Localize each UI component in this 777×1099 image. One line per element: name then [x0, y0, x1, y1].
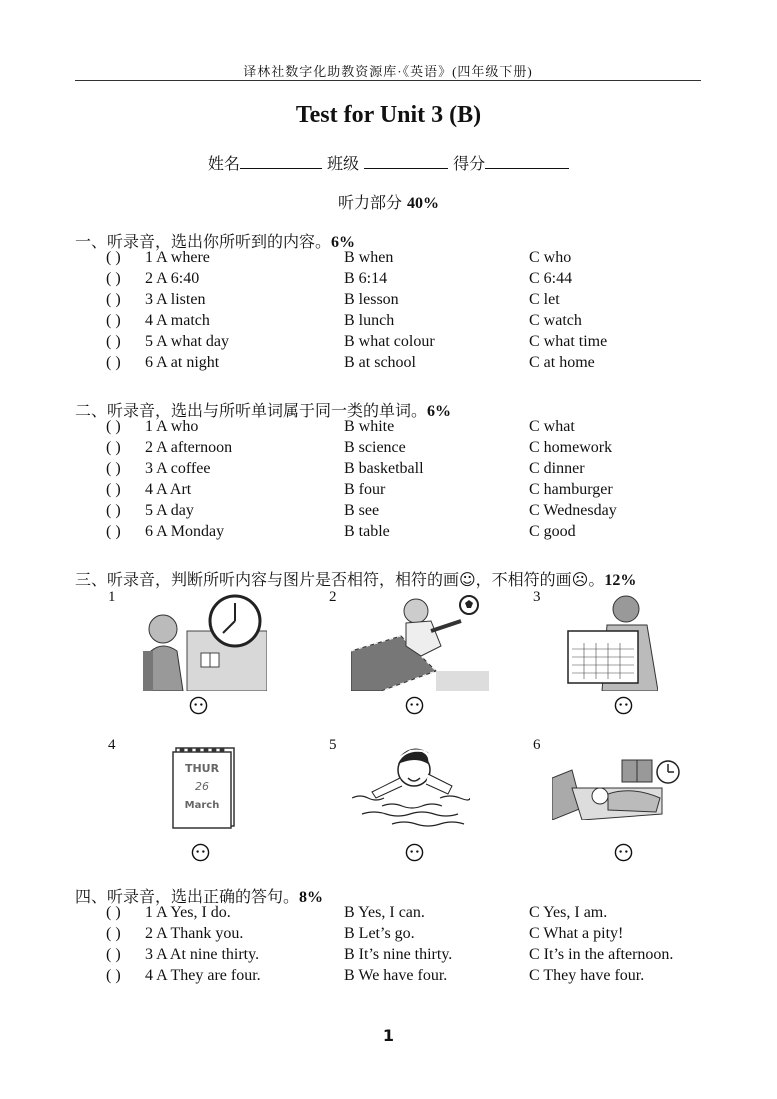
option-b: B table [344, 523, 390, 540]
option-a: 2 A Thank you. [145, 925, 244, 942]
option-c: C They have four. [529, 967, 645, 984]
option-b: B Yes, I can. [344, 904, 425, 921]
answer-face-icon[interactable] [405, 696, 424, 715]
option-c: C what [529, 418, 575, 435]
question-row [0, 523, 777, 544]
answer-paren[interactable]: ( ) [106, 333, 121, 350]
option-a: 4 A Art [145, 481, 192, 498]
question-row [0, 291, 777, 312]
answer-paren[interactable]: ( ) [106, 354, 121, 371]
score-blank[interactable] [485, 154, 569, 169]
section-3-title: 三、听录音，判断所听内容与图片是否相符，相符的画☺，不相符的画☹。12% [75, 570, 637, 589]
calendar-date: 26 [195, 780, 209, 793]
answer-paren[interactable]: ( ) [106, 523, 121, 540]
option-a: 1 A where [145, 249, 210, 266]
option-c: C dinner [529, 460, 585, 477]
boy-clock-picture [143, 591, 267, 691]
answer-face-icon[interactable] [191, 843, 210, 862]
question-row [0, 967, 777, 988]
sleeping-child-picture [552, 758, 685, 820]
option-c: C good [529, 523, 576, 540]
name-label: 姓名 [207, 154, 240, 173]
score-label: 得分 [453, 154, 486, 173]
boy-football-picture [351, 591, 489, 691]
answer-paren[interactable]: ( ) [106, 967, 121, 984]
picture-number: 6 [533, 737, 541, 753]
option-a: 2 A afternoon [145, 439, 233, 456]
option-a: 3 A coffee [145, 460, 211, 477]
calendar-picture [170, 742, 238, 830]
question-row [0, 925, 777, 946]
option-c: C Wednesday [529, 502, 617, 519]
picture-number: 1 [108, 589, 116, 605]
page-header: 译林社数字化助教资源库·《英语》(四年级下册) [243, 64, 533, 79]
option-a: 2 A 6:40 [145, 270, 200, 287]
answer-paren[interactable]: ( ) [106, 418, 121, 435]
timetable-picture [562, 591, 658, 691]
option-a: 4 A They are four. [145, 967, 261, 984]
option-b: B white [344, 418, 395, 435]
question-row [0, 354, 777, 375]
option-b: B lesson [344, 291, 399, 308]
answer-paren[interactable]: ( ) [106, 460, 121, 477]
option-c: C let [529, 291, 560, 308]
answer-paren[interactable]: ( ) [106, 925, 121, 942]
option-a: 1 A Yes, I do. [145, 904, 231, 921]
swimming-boy-picture [352, 742, 470, 832]
option-a: 5 A day [145, 502, 194, 519]
answer-paren[interactable]: ( ) [106, 481, 121, 498]
answer-paren[interactable]: ( ) [106, 439, 121, 456]
option-b: B lunch [344, 312, 395, 329]
option-a: 6 A Monday [145, 523, 225, 540]
option-c: C Yes, I am. [529, 904, 608, 921]
option-a: 6 A at night [145, 354, 220, 371]
answer-paren[interactable]: ( ) [106, 291, 121, 308]
option-b: B basketball [344, 460, 424, 477]
test-title: Test for Unit 3 (B) [295, 102, 482, 128]
option-a: 4 A match [145, 312, 210, 329]
option-b: B at school [344, 354, 416, 371]
answer-face-icon[interactable] [189, 696, 208, 715]
answer-paren[interactable]: ( ) [106, 270, 121, 287]
question-row [0, 439, 777, 460]
option-c: C 6:44 [529, 270, 573, 287]
option-b: B We have four. [344, 967, 448, 984]
option-c: C It’s in the afternoon. [529, 946, 674, 963]
question-row [0, 946, 777, 967]
option-b: B Let’s go. [344, 925, 415, 942]
option-c: C at home [529, 354, 595, 371]
option-b: B what colour [344, 333, 435, 350]
option-c: C What a pity! [529, 925, 624, 942]
picture-number: 3 [533, 589, 541, 605]
listening-subtitle: 听力部分 40% [337, 193, 440, 212]
header-divider [75, 80, 701, 81]
answer-face-icon[interactable] [614, 696, 633, 715]
picture-number: 2 [329, 589, 337, 605]
option-a: 3 A listen [145, 291, 206, 308]
section-1-title: 一、听录音，选出你所听到的内容。6% [75, 232, 356, 251]
option-c: C what time [529, 333, 608, 350]
option-c: C homework [529, 439, 613, 456]
option-b: B four [344, 481, 386, 498]
class-label: 班级 [326, 154, 359, 173]
calendar-day: THUR [184, 762, 220, 775]
option-c: C who [529, 249, 572, 266]
section-2-title: 二、听录音，选出与所听单词属于同一类的单词。6% [75, 401, 452, 420]
section-4-title: 四、听录音，选出正确的答句。8% [75, 887, 324, 906]
name-blank[interactable] [240, 154, 322, 169]
option-c: C hamburger [529, 481, 613, 498]
question-row [0, 904, 777, 925]
answer-paren[interactable]: ( ) [106, 904, 121, 921]
question-row [0, 481, 777, 502]
answer-paren[interactable]: ( ) [106, 946, 121, 963]
option-b: B when [344, 249, 394, 266]
picture-number: 4 [108, 737, 116, 753]
answer-face-icon[interactable] [614, 843, 633, 862]
picture-number: 5 [329, 737, 337, 753]
question-row [0, 249, 777, 270]
question-row [0, 460, 777, 481]
question-row [0, 270, 777, 291]
question-row [0, 333, 777, 354]
class-blank[interactable] [364, 154, 448, 169]
student-info [0, 151, 777, 174]
question-row [0, 418, 777, 439]
option-b: B see [344, 502, 380, 519]
question-row [0, 502, 777, 523]
option-c: C watch [529, 312, 582, 329]
calendar-month: March [184, 800, 220, 811]
answer-paren[interactable]: ( ) [106, 502, 121, 519]
option-a: 3 A At nine thirty. [145, 946, 260, 963]
page-number: 1 [382, 1026, 395, 1045]
question-row [0, 312, 777, 333]
option-a: 1 A who [145, 418, 199, 435]
answer-face-icon[interactable] [405, 843, 424, 862]
answer-paren[interactable]: ( ) [106, 312, 121, 329]
option-b: B 6:14 [344, 270, 388, 287]
answer-paren[interactable]: ( ) [106, 249, 121, 266]
option-b: B It’s nine thirty. [344, 946, 453, 963]
option-b: B science [344, 439, 406, 456]
option-a: 5 A what day [145, 333, 229, 350]
